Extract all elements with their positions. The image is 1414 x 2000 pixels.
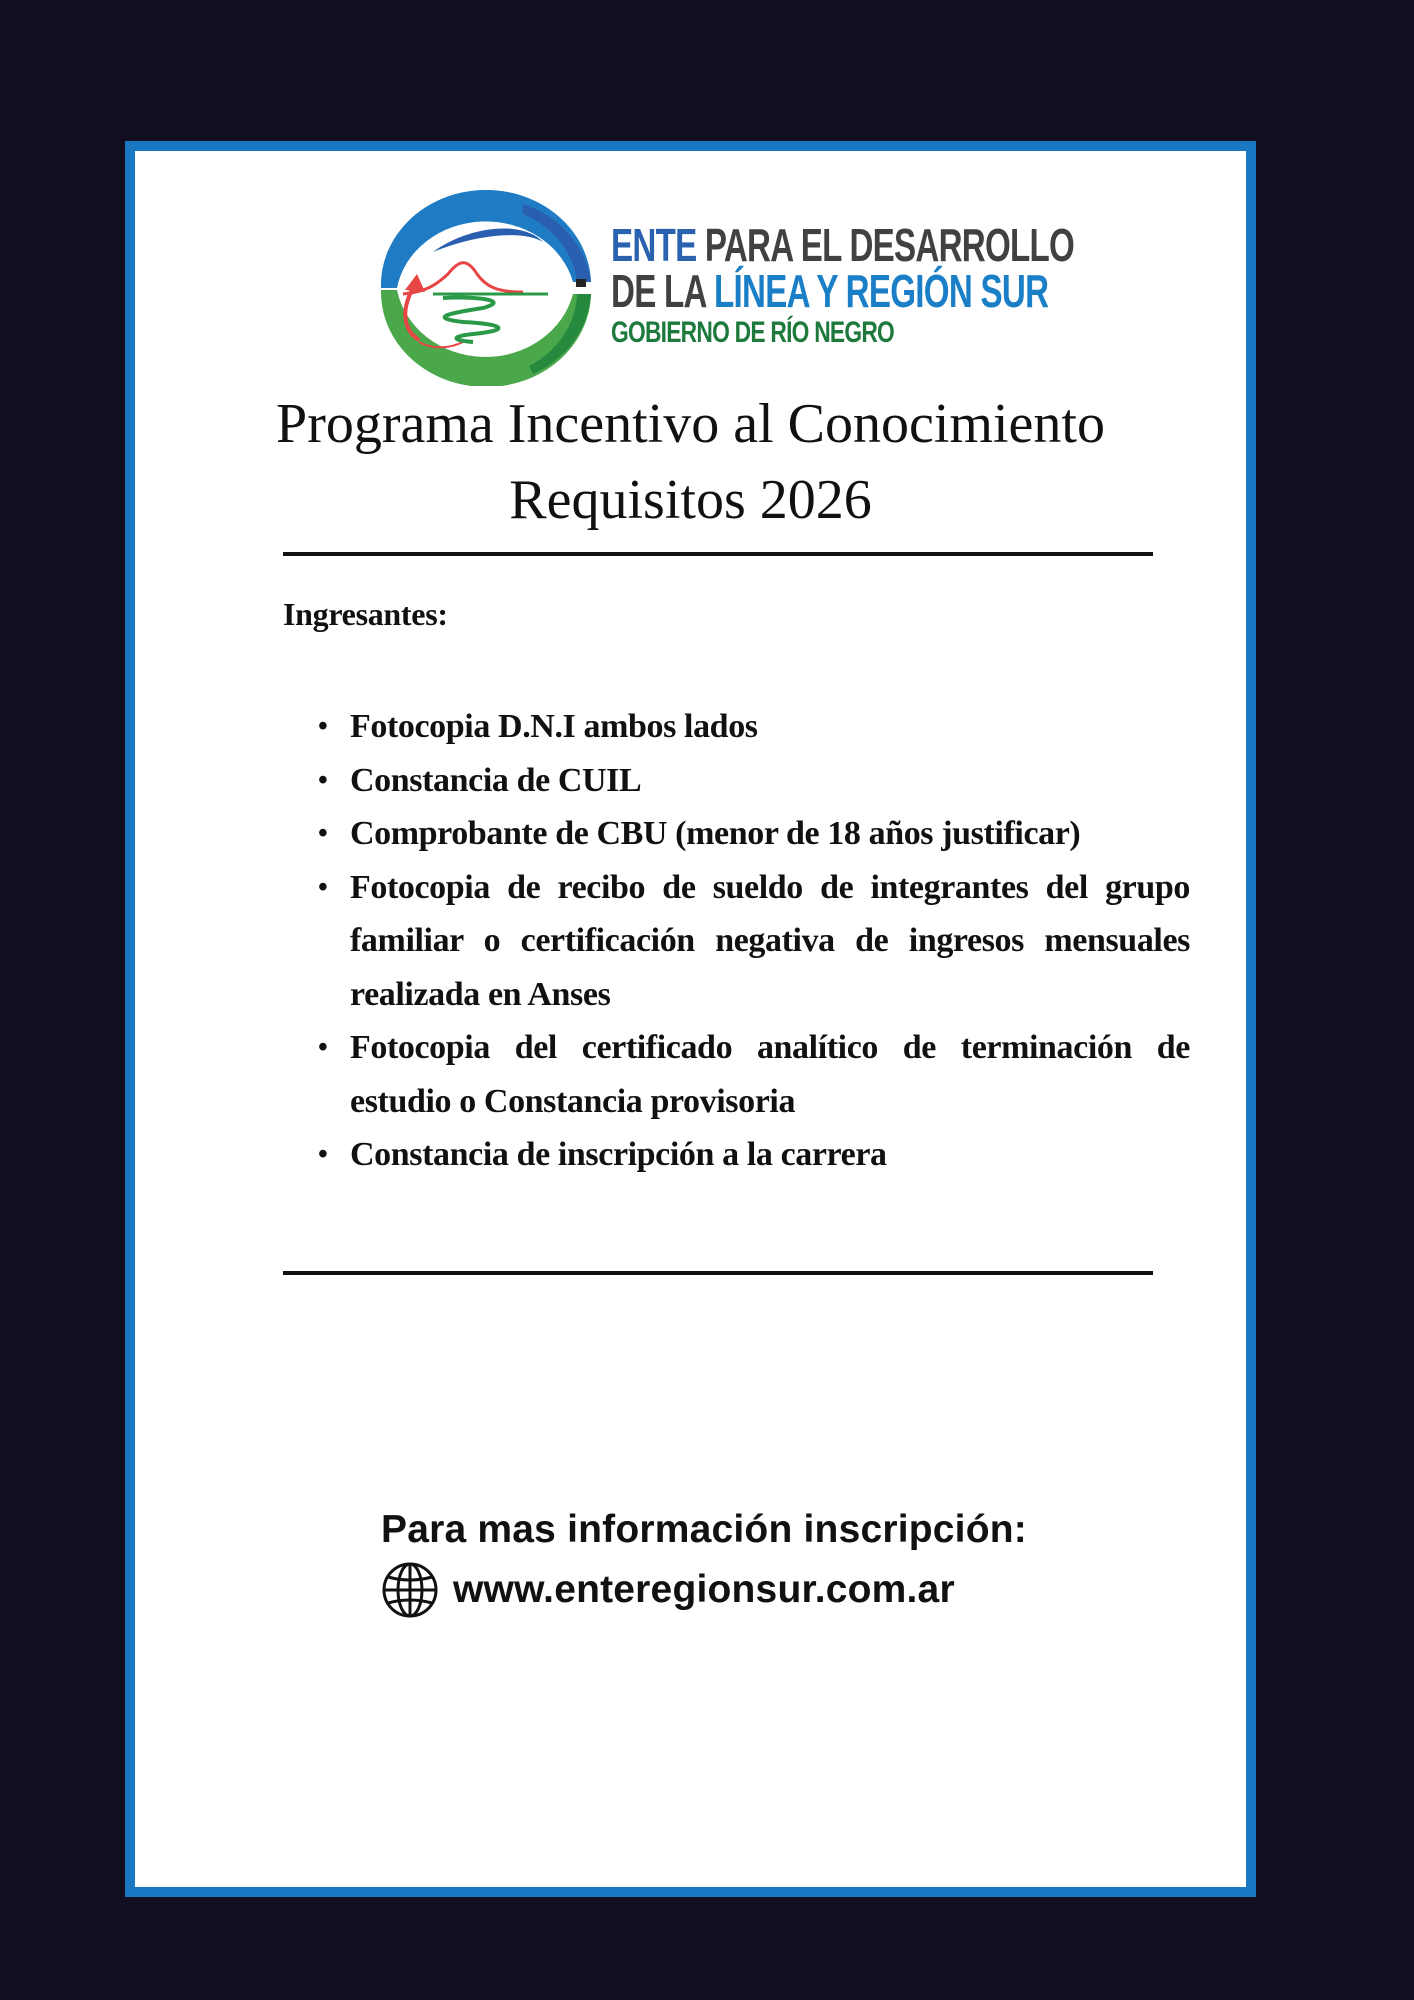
website-link[interactable]: www.enteregionsur.com.ar (453, 1568, 955, 1611)
website-row (381, 1561, 955, 1619)
logo-gobierno-text: GOBIERNO DE RÍO NEGRO (611, 316, 895, 349)
logo-de-la-text: DE LA (611, 265, 715, 317)
requirement-item (290, 700, 1190, 754)
requirement-text: Constancia de inscripción a la carrera (350, 1136, 887, 1173)
bullet-icon: • (318, 871, 328, 903)
requirement-text: Fotocopia de recibo de sueldo de integrantes del grupo familiar o certificación negativa de ingresos mensuales realizada en Anses (350, 868, 1190, 1013)
logo-line-2 (611, 265, 1074, 317)
globe-icon (381, 1561, 439, 1619)
logo-emblem-icon (373, 190, 599, 386)
logo-region-text: LÍNEA Y REGIÓN SUR (714, 265, 1049, 317)
top-divider (283, 552, 1153, 556)
requirement-text: Comprobante de CBU (menor de 18 años justificar) (350, 815, 1081, 852)
requirements-list (290, 700, 1190, 1182)
organization-logo (373, 188, 1073, 388)
bottom-divider (283, 1271, 1153, 1275)
bullet-icon: • (318, 711, 328, 742)
requirement-item (290, 1128, 1190, 1182)
bullet-icon: • (318, 1032, 328, 1063)
requirement-item (290, 1021, 1190, 1128)
bullet-icon: • (318, 1139, 328, 1170)
requirement-item (290, 807, 1190, 861)
logo-desarrollo-text: PARA EL DESARROLLO (696, 219, 1075, 271)
logo-wordmark (611, 219, 1254, 350)
requirement-text: Fotocopia D.N.I ambos lados (350, 708, 758, 745)
title-line-1: Programa Incentivo al Conocimiento (276, 393, 1105, 455)
requirement-item (290, 861, 1190, 1022)
requirement-text: Constancia de CUIL (350, 761, 642, 799)
page-title (135, 386, 1246, 538)
requirement-item (290, 754, 1190, 808)
bullet-icon: • (318, 764, 328, 796)
title-line-2: Requisitos 2026 (509, 469, 872, 531)
logo-line-1 (611, 219, 1075, 271)
section-heading-ingresantes: Ingresantes: (283, 596, 448, 632)
bullet-icon: • (318, 818, 328, 849)
requirement-text: Fotocopia del certificado analítico de terminación de estudio o Constancia provisoria (350, 1029, 1190, 1120)
logo-ente-text: ENTE (611, 219, 697, 271)
footer-heading: Para mas información inscripción: (381, 1508, 1027, 1551)
